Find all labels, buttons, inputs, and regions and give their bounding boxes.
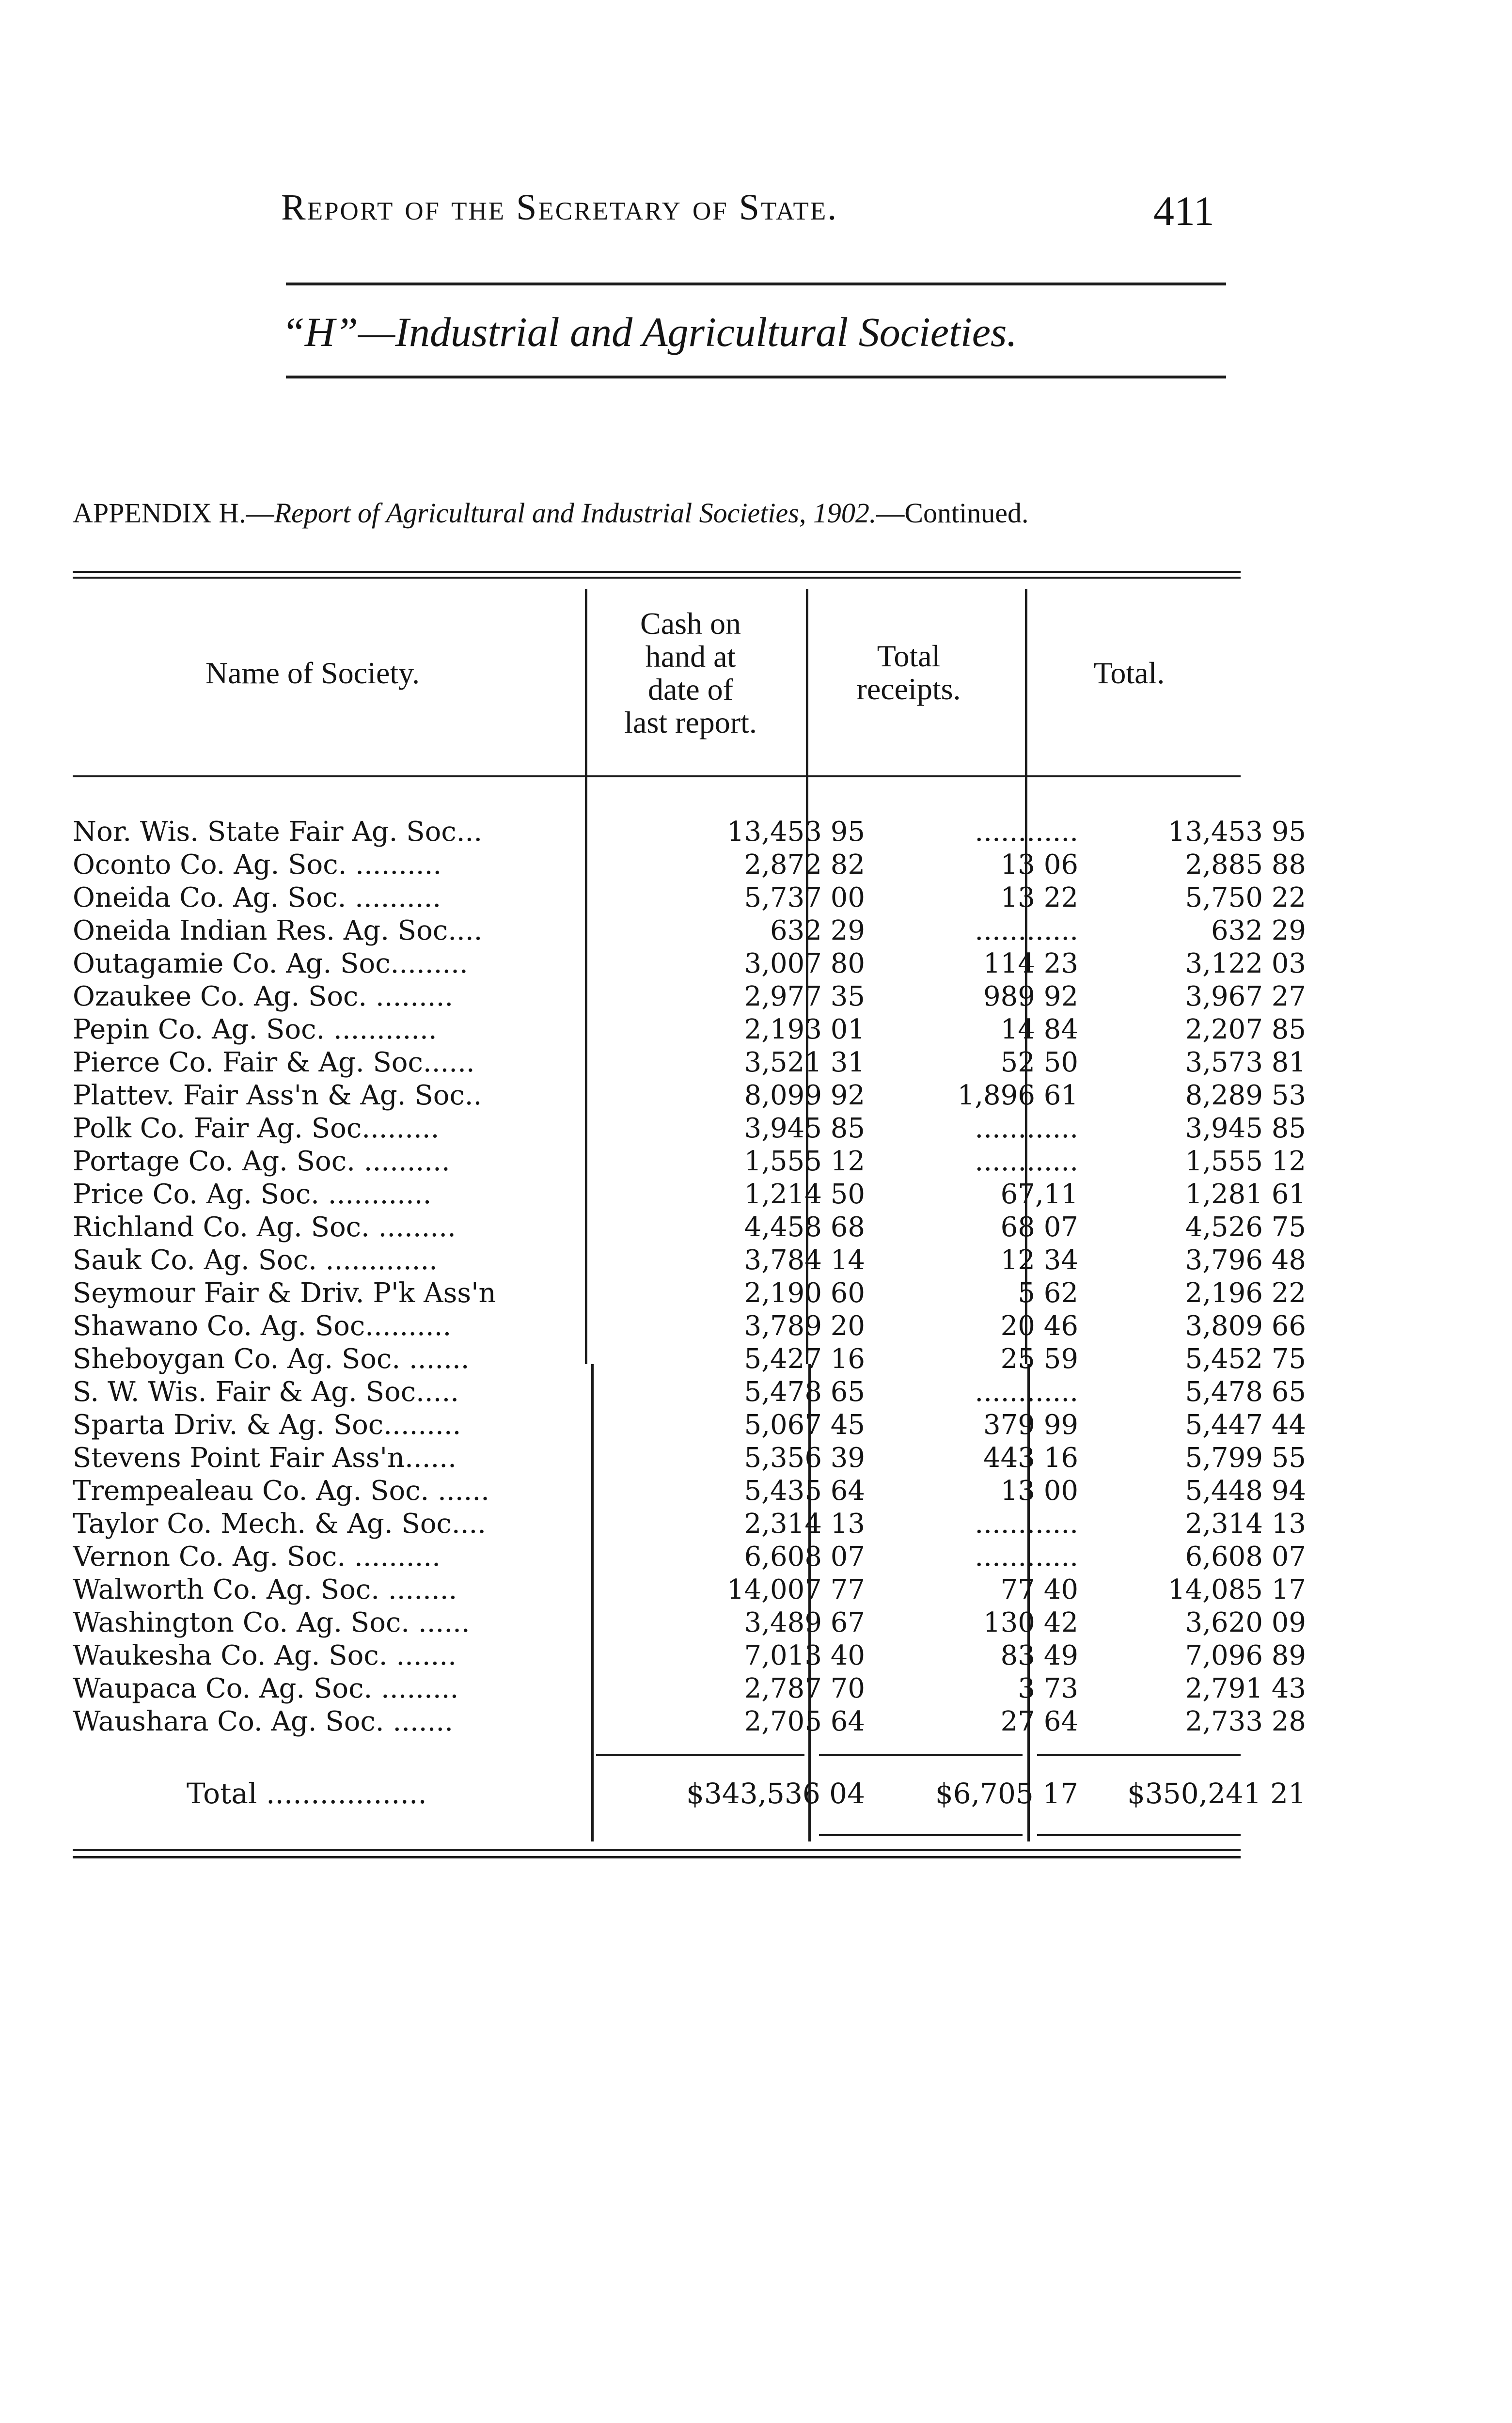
table-row [73,1442,1306,1475]
table-row [73,1705,1306,1738]
row-total: 13,453 95 [1167,816,1306,848]
society-name: Waushara Co. Ag. Soc. ....... [73,1706,454,1737]
row-total: 3,573 81 [1185,1047,1306,1078]
total-receipts: 13 00 [1000,1475,1078,1507]
row-total: 2,196 22 [1185,1277,1306,1309]
row-total: 2,207 85 [1185,1014,1306,1045]
total-receipts: 25 59 [1000,1343,1078,1375]
row-total: 14,085 17 [1167,1574,1306,1605]
cash-on-hand: 5,356 39 [744,1442,865,1474]
society-name: Plattev. Fair Ass'n & Ag. Soc.. [73,1080,482,1111]
row-total: 5,799 55 [1185,1442,1306,1474]
total-receipts: 27 64 [1000,1706,1078,1737]
total-receipts: ............ [975,1376,1078,1408]
table-row [73,1376,1306,1409]
table-row [73,1409,1306,1442]
total-receipts: 5 62 [1018,1277,1078,1309]
row-total: 6,608 07 [1185,1541,1306,1573]
row-total: 5,448 94 [1185,1475,1306,1507]
society-name: Sauk Co. Ag. Soc. ............. [73,1244,438,1276]
cash-on-hand: 4,458 68 [744,1212,865,1243]
table-row [73,1013,1306,1046]
sum-bottom-rule-total [1037,1834,1241,1836]
total-receipts: 379 99 [983,1409,1078,1441]
cash-on-hand: 5,435 64 [744,1475,865,1507]
row-total: 2,733 28 [1185,1706,1306,1737]
cash-on-hand: 3,521 31 [744,1047,865,1078]
cash-on-hand: 2,977 35 [744,981,865,1012]
table-row [73,1079,1306,1112]
total-receipts: ............ [975,1113,1078,1144]
cash-on-hand: 632 29 [770,915,865,946]
society-name: Polk Co. Fair Ag. Soc......... [73,1113,440,1144]
cash-on-hand: 1,214 50 [744,1179,865,1210]
society-name: Shawano Co. Ag. Soc.......... [73,1310,452,1342]
society-name: Richland Co. Ag. Soc. ......... [73,1212,456,1243]
appendix-title: Report of Agricultural and Industrial Societies, 1902. [274,497,877,529]
society-name: Seymour Fair & Driv. P'k Ass'n [73,1277,496,1309]
table-row [73,1145,1306,1178]
cash-on-hand: 2,193 01 [744,1014,865,1045]
total-receipts: 13 06 [1000,849,1078,881]
total-receipts: 13 22 [1000,882,1078,913]
header-cash [586,607,795,739]
row-total: 1,281 61 [1185,1179,1306,1210]
society-name: Taylor Co. Mech. & Ag. Soc.... [73,1508,487,1540]
cash-on-hand: 13,453 95 [726,816,865,848]
header-receipts-line-2: receipts. [856,672,961,706]
society-name: Pepin Co. Ag. Soc. ............ [73,1014,437,1045]
total-receipts: 3 73 [1018,1673,1078,1704]
table-row [73,849,1306,881]
society-name: Sheboygan Co. Ag. Soc. ....... [73,1343,470,1375]
table-bottom-rule-2 [73,1856,1241,1858]
row-total: 3,620 09 [1185,1607,1306,1638]
section-title: “H”—Industrial and Agricultural Societies. [282,309,1017,355]
row-total: 2,791 43 [1185,1673,1306,1704]
total-receipts-sum: $6,705 17 [935,1777,1078,1810]
cash-on-hand: 3,945 85 [744,1113,865,1144]
cash-on-hand: 14,007 77 [726,1574,865,1605]
table-row [73,881,1306,914]
row-total: 5,452 75 [1185,1343,1306,1375]
table-row [73,1672,1306,1705]
row-total: 3,122 03 [1185,948,1306,979]
society-name: Vernon Co. Ag. Soc. .......... [73,1541,441,1573]
cash-on-hand: 2,190 60 [744,1277,865,1309]
table-row [73,1244,1306,1277]
table-row [73,947,1306,980]
total-receipts: 130 42 [983,1607,1078,1638]
cash-on-hand: 3,489 67 [744,1607,865,1638]
row-total: 2,314 13 [1185,1508,1306,1540]
row-total: 8,289 53 [1185,1080,1306,1111]
total-receipts: 12 34 [1000,1244,1078,1276]
total-receipts: ............ [975,1146,1078,1177]
table-row [73,1178,1306,1211]
total-receipts: 77 40 [1000,1574,1078,1605]
row-total: 1,555 12 [1185,1146,1306,1177]
society-name: S. W. Wis. Fair & Ag. Soc..... [73,1376,459,1408]
cash-on-hand: 5,478 65 [744,1376,865,1408]
total-receipts: 14 84 [1000,1014,1078,1045]
row-total: 5,447 44 [1185,1409,1306,1441]
row-total: 3,809 66 [1185,1310,1306,1342]
total-receipts: 114 23 [983,948,1078,979]
cash-on-hand: 7,013 40 [744,1640,865,1671]
sum-rule-cash [596,1754,804,1756]
table-row [73,1508,1306,1541]
cash-on-hand: 2,314 13 [744,1508,865,1540]
table-row [73,1046,1306,1079]
total-cash-on-hand: $343,536 04 [686,1777,865,1810]
society-name: Waupaca Co. Ag. Soc. ......... [73,1673,459,1704]
appendix-label: APPENDIX H.— [73,497,274,529]
cash-on-hand: 2,872 82 [744,849,865,881]
cash-on-hand: 2,787 70 [744,1673,865,1704]
header-total [1032,657,1226,690]
cash-on-hand: 3,007 80 [744,948,865,979]
cash-on-hand: 2,705 64 [744,1706,865,1737]
grand-total: $350,241 21 [1127,1777,1306,1810]
cash-on-hand: 1,555 12 [744,1146,865,1177]
sum-bottom-rule-receipts [819,1834,1023,1836]
cash-on-hand: 5,427 16 [744,1343,865,1375]
total-row [73,1776,1306,1811]
table-row [73,1211,1306,1244]
sum-rule-total [1037,1754,1241,1756]
cash-on-hand: 3,784 14 [744,1244,865,1276]
row-total: 3,967 27 [1185,981,1306,1012]
total-receipts: ............ [975,816,1078,848]
head-rule [286,283,1226,285]
society-name: Trempealeau Co. Ag. Soc. ...... [73,1475,489,1507]
total-receipts: ............ [975,1508,1078,1540]
table-bottom-rule-1 [73,1849,1241,1851]
section-rule [286,376,1226,378]
header-cash-line-4: last report. [624,705,757,739]
society-name: Sparta Driv. & Ag. Soc......... [73,1409,461,1441]
table-row [73,1606,1306,1639]
total-receipts: 989 92 [983,981,1078,1012]
table-row [73,1639,1306,1672]
header-name [121,657,504,690]
cash-on-hand: 6,608 07 [744,1541,865,1573]
header-receipts-line-1: Total [877,639,941,673]
table-row [73,1343,1306,1376]
running-head-text: Report of the Secretary of State. [281,187,838,228]
society-name: Portage Co. Ag. Soc. .......... [73,1146,450,1177]
row-total: 4,526 75 [1185,1212,1306,1243]
society-name: Nor. Wis. State Fair Ag. Soc... [73,816,483,848]
page-number: 411 [1153,188,1214,234]
society-name: Oneida Indian Res. Ag. Soc.... [73,915,483,946]
cash-on-hand: 5,067 45 [744,1409,865,1441]
running-head [281,187,1013,229]
table-top-rule-2 [73,577,1241,579]
total-receipts: 52 50 [1000,1047,1078,1078]
society-name: Price Co. Ag. Soc. ............ [73,1179,432,1210]
table-row [73,816,1306,849]
row-total: 3,945 85 [1185,1113,1306,1144]
cash-on-hand: 3,789 20 [744,1310,865,1342]
society-name: Outagamie Co. Ag. Soc......... [73,948,468,979]
society-name: Stevens Point Fair Ass'n...... [73,1442,457,1474]
society-name: Pierce Co. Fair & Ag. Soc...... [73,1047,475,1078]
total-receipts: 83 49 [1000,1640,1078,1671]
total-receipts: 1,896 61 [957,1080,1078,1111]
row-total: 2,885 88 [1185,849,1306,881]
table-row [73,1541,1306,1573]
table-row [73,1475,1306,1508]
society-name: Walworth Co. Ag. Soc. ........ [73,1574,457,1605]
row-total: 5,478 65 [1185,1376,1306,1408]
row-total: 5,750 22 [1185,882,1306,913]
sum-rule-receipts [819,1754,1023,1756]
society-name: Washington Co. Ag. Soc. ...... [73,1607,470,1638]
total-receipts: ............ [975,1541,1078,1573]
row-total: 632 29 [1211,915,1306,946]
total-receipts: 68 07 [1000,1212,1078,1243]
total-label: Total .................. [187,1777,427,1810]
appendix-caption [73,497,1236,529]
cash-on-hand: 5,737 00 [744,882,865,913]
total-receipts: 443 16 [983,1442,1078,1474]
row-total: 7,096 89 [1185,1640,1306,1671]
header-cash-line-3: date of [648,672,733,707]
total-receipts: ............ [975,915,1078,946]
header-cash-line-1: Cash on [640,606,741,641]
row-total: 3,796 48 [1185,1244,1306,1276]
table-row [73,980,1306,1013]
table-row [73,1310,1306,1343]
society-name: Waukesha Co. Ag. Soc. ....... [73,1640,457,1671]
header-name-text: Name of Society. [205,656,420,690]
society-name: Oconto Co. Ag. Soc. .......... [73,849,442,881]
table-row [73,1277,1306,1310]
cash-on-hand: 8,099 92 [744,1080,865,1111]
total-receipts: 20 46 [1000,1310,1078,1342]
appendix-continued: —Continued. [876,497,1029,529]
society-name: Ozaukee Co. Ag. Soc. ......... [73,981,454,1012]
table-row [73,914,1306,947]
header-total-text: Total. [1093,656,1165,690]
table-row [73,1573,1306,1606]
header-receipts [809,640,1008,706]
society-name: Oneida Co. Ag. Soc. .......... [73,882,441,913]
header-cash-line-2: hand at [645,639,736,674]
table-top-rule-1 [73,571,1241,573]
total-receipts: 67,11 [1000,1179,1078,1210]
header-bottom-rule [73,775,1241,777]
table-row [73,1112,1306,1145]
